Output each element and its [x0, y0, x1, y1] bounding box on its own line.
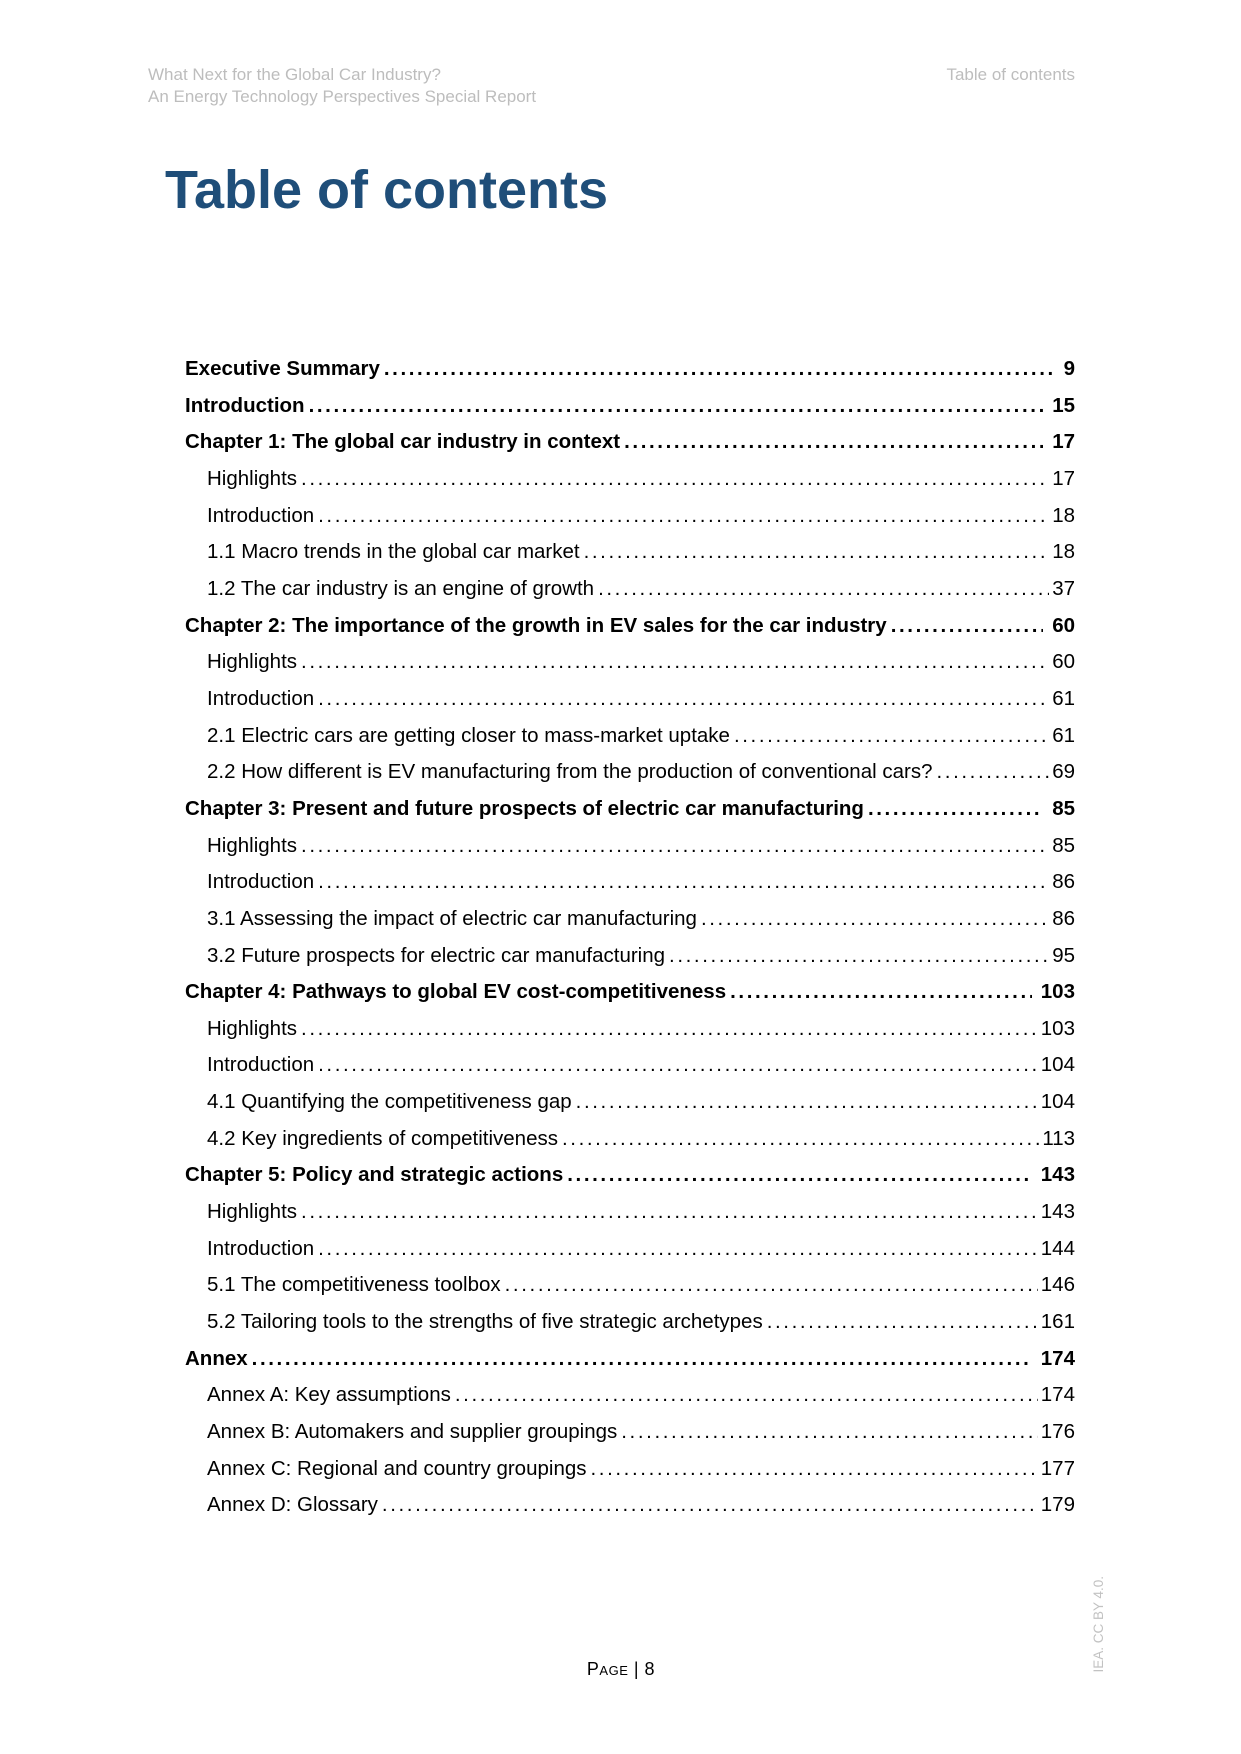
header-report-title	[148, 64, 536, 108]
toc-entry[interactable]	[185, 1451, 1075, 1488]
toc-entry-page-number: 143	[1040, 1200, 1075, 1224]
page-title: Table of contents	[165, 160, 609, 220]
toc-entry-page-number: 103	[1040, 980, 1075, 1004]
toc-entry[interactable]	[185, 974, 1075, 1011]
toc-entry-page-number: 85	[1052, 833, 1075, 857]
toc-entry-label: Introduction	[207, 1236, 315, 1260]
toc-entry[interactable]	[185, 351, 1075, 388]
table-of-contents	[185, 351, 1075, 1524]
toc-entry-page-number: 174	[1040, 1346, 1075, 1370]
toc-entry[interactable]	[185, 828, 1075, 865]
toc-leader-dots	[734, 718, 1049, 755]
toc-entry-page-number: 176	[1040, 1420, 1075, 1444]
toc-entry-page-number: 9	[1063, 357, 1075, 380]
toc-entry-label: Highlights	[207, 466, 298, 490]
toc-entry-label: Introduction	[207, 503, 315, 527]
toc-leader-dots	[767, 1304, 1038, 1341]
toc-entry[interactable]	[185, 1121, 1075, 1158]
toc-entry-label: 3.1 Assessing the impact of electric car manufacturing	[207, 906, 697, 930]
toc-entry[interactable]	[185, 1011, 1075, 1048]
toc-entry[interactable]	[185, 1157, 1075, 1194]
toc-entry-label: 2.1 Electric cars are getting closer to mass-market uptake	[207, 723, 730, 747]
toc-entry-page-number: 15	[1052, 393, 1075, 417]
toc-leader-dots	[584, 534, 1050, 571]
toc-entry-label: Highlights	[207, 650, 298, 674]
toc-entry-page-number: 69	[1052, 760, 1075, 784]
copyright-note: IEA. CC BY 4.0.	[1091, 1576, 1106, 1673]
toc-leader-dots	[301, 828, 1049, 865]
page-footer	[167, 1659, 1075, 1680]
toc-leader-dots	[301, 1194, 1038, 1231]
toc-leader-dots	[252, 1341, 1032, 1378]
toc-leader-dots	[591, 1451, 1038, 1488]
toc-entry-label: Highlights	[207, 1200, 298, 1224]
toc-entry-label: Annex	[185, 1346, 248, 1370]
toc-entry-label: Introduction	[207, 1053, 315, 1077]
toc-entry-label: 5.1 The competitiveness toolbox	[207, 1273, 501, 1297]
toc-entry[interactable]	[185, 388, 1075, 425]
header-report-title-line2: An Energy Technology Perspectives Special Report	[148, 87, 537, 106]
toc-entry-page-number: 104	[1040, 1090, 1075, 1114]
toc-entry-page-number: 85	[1052, 796, 1075, 820]
toc-entry-label: Executive Summary	[185, 357, 380, 380]
toc-entry[interactable]	[185, 534, 1075, 571]
toc-leader-dots	[669, 938, 1049, 975]
toc-entry-page-number: 174	[1040, 1383, 1075, 1407]
running-header	[148, 64, 1075, 108]
toc-leader-dots	[318, 864, 1049, 901]
toc-entry[interactable]	[185, 864, 1075, 901]
footer-page-number: Page | 8	[586, 1659, 656, 1679]
toc-leader-dots	[621, 1414, 1038, 1451]
toc-entry-label: 1.1 Macro trends in the global car market	[207, 540, 580, 564]
toc-entry[interactable]	[185, 1084, 1075, 1121]
header-section-label: Table of contents	[946, 65, 1075, 84]
toc-entry-label: 2.2 How different is EV manufacturing from the production of conventional cars?	[207, 760, 933, 784]
toc-leader-dots	[384, 351, 1055, 388]
toc-entry-page-number: 60	[1052, 650, 1075, 674]
toc-entry-label: Chapter 3: Present and future prospects of electric car manufacturing	[185, 796, 864, 820]
toc-entry-label: 3.2 Future prospects for electric car manufacturing	[207, 943, 666, 967]
toc-entry-page-number: 144	[1040, 1236, 1075, 1260]
toc-leader-dots	[567, 1157, 1032, 1194]
toc-entry-label: 5.2 Tailoring tools to the strengths of five strategic archetypes	[207, 1310, 763, 1334]
toc-leader-dots	[505, 1267, 1038, 1304]
toc-entry-page-number: 18	[1052, 503, 1075, 527]
toc-leader-dots	[891, 608, 1044, 645]
toc-leader-dots	[624, 424, 1043, 461]
toc-entry-label: 4.2 Key ingredients of competitiveness	[207, 1126, 558, 1150]
toc-entry-label: 1.2 The car industry is an engine of growth	[207, 576, 595, 600]
toc-entry-page-number: 17	[1052, 466, 1075, 490]
toc-leader-dots	[318, 681, 1049, 718]
toc-entry[interactable]	[185, 498, 1075, 535]
toc-entry-label: Chapter 5: Policy and strategic actions	[185, 1163, 564, 1187]
toc-leader-dots	[301, 644, 1049, 681]
toc-entry[interactable]	[185, 1377, 1075, 1414]
toc-leader-dots	[868, 791, 1043, 828]
toc-entry-label: Highlights	[207, 1016, 298, 1040]
toc-leader-dots	[701, 901, 1049, 938]
toc-entry-label: Annex D: Glossary	[207, 1493, 378, 1517]
toc-entry-page-number: 86	[1052, 870, 1075, 894]
toc-entry-page-number: 146	[1040, 1273, 1075, 1297]
toc-entry[interactable]	[185, 1341, 1075, 1378]
toc-entry-page-number: 143	[1040, 1163, 1075, 1187]
toc-leader-dots	[730, 974, 1032, 1011]
toc-entry-label: Annex B: Automakers and supplier groupings	[207, 1420, 618, 1444]
toc-leader-dots	[562, 1121, 1039, 1158]
toc-entry-label: Introduction	[207, 686, 315, 710]
toc-entry[interactable]	[185, 718, 1075, 755]
toc-entry[interactable]	[185, 1487, 1075, 1524]
toc-entry[interactable]	[185, 571, 1075, 608]
toc-entry-page-number: 103	[1040, 1016, 1075, 1040]
toc-entry-page-number: 113	[1042, 1126, 1075, 1150]
toc-entry-page-number: 161	[1040, 1310, 1075, 1334]
toc-entry-label: 4.1 Quantifying the competitiveness gap	[207, 1090, 572, 1114]
toc-leader-dots	[301, 1011, 1038, 1048]
toc-entry-page-number: 60	[1052, 613, 1075, 637]
toc-entry-page-number: 104	[1040, 1053, 1075, 1077]
toc-entry-page-number: 86	[1052, 906, 1075, 930]
toc-entry[interactable]	[185, 1304, 1075, 1341]
toc-entry-label: Chapter 2: The importance of the growth in EV sales for the car industry	[185, 613, 887, 637]
toc-entry-page-number: 61	[1052, 686, 1075, 710]
toc-entry-label: Chapter 1: The global car industry in context	[185, 430, 621, 454]
toc-leader-dots	[382, 1487, 1038, 1524]
toc-entry-page-number: 61	[1052, 723, 1075, 747]
toc-entry-page-number: 177	[1040, 1456, 1075, 1480]
toc-entry[interactable]	[185, 1414, 1075, 1451]
toc-entry[interactable]	[185, 681, 1075, 718]
toc-entry[interactable]	[185, 1267, 1075, 1304]
toc-entry-label: Highlights	[207, 833, 298, 857]
toc-entry[interactable]	[185, 754, 1075, 791]
toc-entry-page-number: 179	[1040, 1493, 1075, 1517]
toc-entry[interactable]	[185, 1047, 1075, 1084]
toc-leader-dots	[318, 1047, 1038, 1084]
toc-entry-page-number: 17	[1052, 430, 1075, 454]
header-report-title-line1: What Next for the Global Car Industry?	[148, 65, 441, 84]
toc-entry-label: Annex A: Key assumptions	[207, 1383, 451, 1407]
toc-entry[interactable]	[185, 424, 1075, 461]
toc-entry-label: Annex C: Regional and country groupings	[207, 1456, 587, 1480]
toc-entry[interactable]	[185, 938, 1075, 975]
toc-leader-dots	[576, 1084, 1038, 1121]
toc-entry[interactable]	[185, 644, 1075, 681]
toc-entry[interactable]	[185, 901, 1075, 938]
toc-entry-page-number: 95	[1052, 943, 1075, 967]
toc-entry-label: Introduction	[185, 393, 305, 417]
toc-leader-dots	[309, 388, 1044, 425]
toc-entry[interactable]	[185, 791, 1075, 828]
toc-entry-page-number: 18	[1052, 540, 1075, 564]
toc-leader-dots	[455, 1377, 1038, 1414]
toc-entry[interactable]	[185, 1194, 1075, 1231]
toc-leader-dots	[301, 461, 1049, 498]
toc-entry[interactable]	[185, 1231, 1075, 1268]
toc-entry[interactable]	[185, 608, 1075, 645]
toc-entry-page-number: 37	[1052, 576, 1075, 600]
toc-entry[interactable]	[185, 461, 1075, 498]
toc-leader-dots	[318, 1231, 1038, 1268]
toc-leader-dots	[318, 498, 1049, 535]
toc-leader-dots	[937, 754, 1050, 791]
toc-entry-label: Introduction	[207, 870, 315, 894]
toc-entry-label: Chapter 4: Pathways to global EV cost-competitiveness	[185, 980, 727, 1004]
toc-leader-dots	[598, 571, 1049, 608]
